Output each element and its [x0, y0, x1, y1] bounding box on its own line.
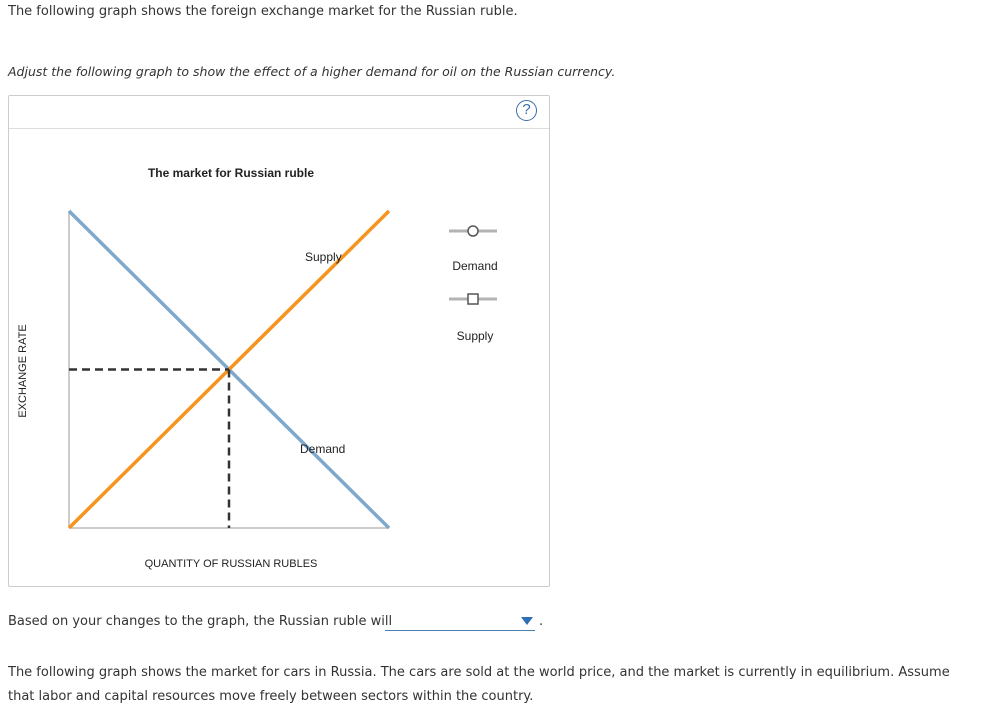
graph-panel — [8, 95, 550, 587]
demand-tool-handle-icon — [468, 226, 478, 236]
supply-tool[interactable] — [449, 294, 497, 304]
chart-title: The market for Russian ruble — [147, 166, 315, 180]
supply-curve-label: Supply — [305, 250, 342, 264]
help-button[interactable]: ? — [516, 100, 537, 121]
demand-tool[interactable] — [449, 226, 497, 236]
supply-tool-handle-icon — [468, 294, 478, 304]
y-axis-label: EXCHANGE RATE — [17, 324, 29, 418]
instruction-text: Adjust the following graph to show the effect of a higher demand for oil on the Russian currency. — [8, 64, 616, 79]
legend-supply-label: Supply — [456, 329, 494, 343]
question-text: Based on your changes to the graph, the Russian ruble will — [8, 614, 393, 629]
cars-market-text: The following graph shows the market for cars in Russia. The cars are sold at the world price, and the market is currently in equilibrium. Assume that labor and capital resources move freely between sectors within the country. — [8, 665, 950, 704]
ruble-change-dropdown[interactable] — [385, 612, 535, 631]
graph-canvas[interactable] — [9, 96, 549, 586]
sentence-period: . — [539, 614, 544, 629]
chevron-down-icon — [521, 617, 533, 625]
x-axis-label: QUANTITY OF RUSSIAN RUBLES — [144, 558, 318, 570]
demand-curve-label: Demand — [300, 442, 346, 456]
intro-text: The following graph shows the foreign exchange market for the Russian ruble. — [8, 4, 518, 19]
legend-demand-label: Demand — [452, 259, 498, 273]
